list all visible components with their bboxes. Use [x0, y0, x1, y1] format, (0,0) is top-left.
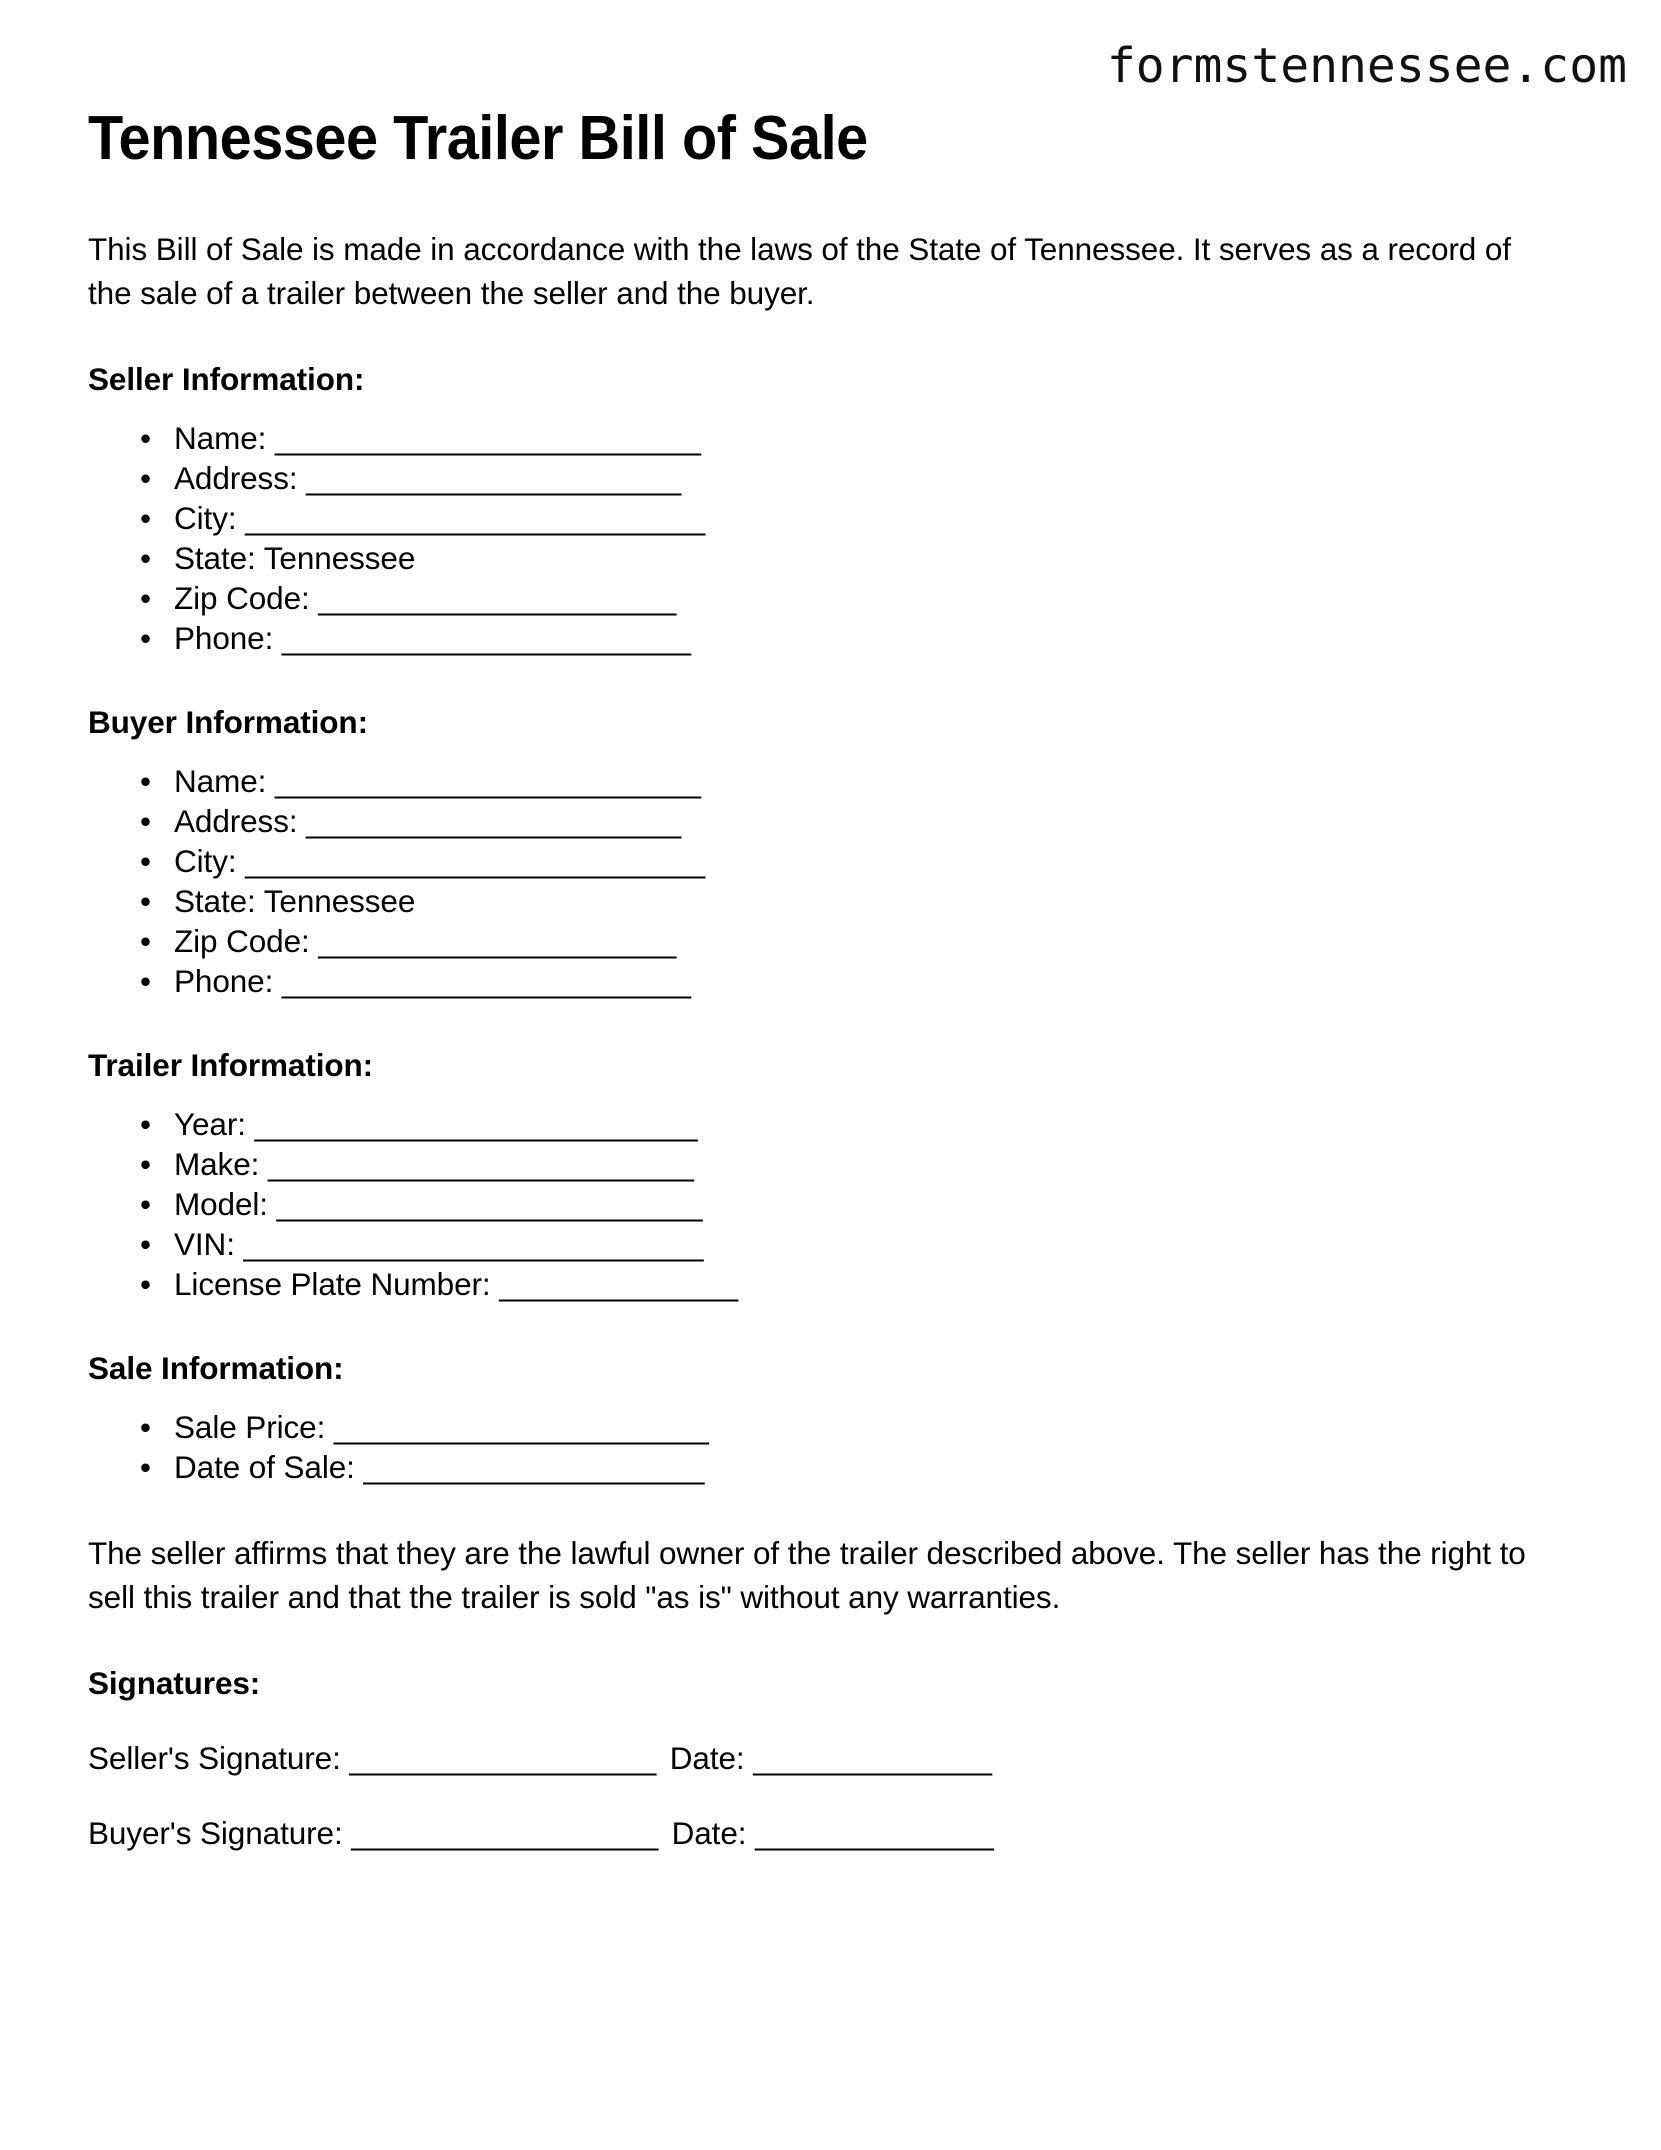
signatures-heading: Signatures:: [88, 1665, 261, 1702]
field-blank[interactable]: ____________________: [363, 1449, 704, 1486]
seller-fields-list: [88, 418, 1588, 658]
buyer-date-label: Date:: [671, 1815, 747, 1852]
bullet-icon: •: [140, 540, 151, 577]
bullet-icon: •: [140, 843, 151, 880]
field-label: Sale Price:: [174, 1409, 326, 1446]
bullet-icon: •: [140, 1409, 151, 1446]
field-label: State: Tennessee: [174, 540, 416, 577]
field-blank[interactable]: _________________________: [274, 420, 701, 457]
field-label: License Plate Number:: [174, 1266, 491, 1303]
buyer-signature-blank[interactable]: __________________: [351, 1815, 658, 1852]
field-blank[interactable]: _________________________: [274, 763, 701, 800]
field-blank[interactable]: ________________________: [281, 963, 691, 1000]
page-title: Tennessee Trailer Bill of Sale: [88, 104, 868, 173]
seller-date-label: Date:: [669, 1740, 745, 1777]
buyer-information-heading: Buyer Information:: [88, 704, 368, 741]
seller-signature-label: Seller's Signature:: [88, 1740, 341, 1777]
bullet-icon: •: [140, 1226, 151, 1263]
list-item: [140, 841, 1588, 881]
field-label: Date of Sale:: [174, 1449, 355, 1486]
bullet-icon: •: [140, 1186, 151, 1223]
field-label: VIN:: [174, 1226, 235, 1263]
field-label: City:: [174, 500, 237, 537]
document-content: [88, 0, 1588, 1854]
bullet-icon: •: [140, 1266, 151, 1303]
affirmation-paragraph: The seller affirms that they are the lawful owner of the trailer described above. The seller has the right to sell this trailer and that the trailer is sold "as is" without any warranties.: [88, 1535, 1526, 1616]
buyer-fields-list: [88, 761, 1588, 1001]
signature-block: [88, 1738, 1588, 1854]
list-item: [140, 1264, 1588, 1304]
field-blank[interactable]: ________________________: [281, 620, 691, 657]
list-item: [140, 538, 1588, 578]
field-blank[interactable]: ___________________________: [245, 500, 705, 537]
field-label: Name:: [174, 763, 267, 800]
bullet-icon: •: [140, 963, 151, 1000]
list-item: [140, 418, 1588, 458]
buyer-date-blank[interactable]: ______________: [755, 1815, 994, 1852]
bullet-icon: •: [140, 460, 151, 497]
trailer-fields-list: [88, 1104, 1588, 1304]
list-item: [140, 761, 1588, 801]
field-label: Address:: [174, 803, 298, 840]
buyer-signature-label: Buyer's Signature:: [88, 1815, 343, 1852]
field-label: Phone:: [174, 620, 274, 657]
bullet-icon: •: [140, 923, 151, 960]
list-item: [140, 498, 1588, 538]
field-blank[interactable]: _________________________: [276, 1186, 703, 1223]
field-blank[interactable]: ______________: [499, 1266, 738, 1303]
list-item: [140, 801, 1588, 841]
field-label: Address:: [174, 460, 298, 497]
field-blank[interactable]: _____________________: [318, 923, 676, 960]
list-item: [140, 458, 1588, 498]
field-label: Make:: [174, 1146, 260, 1183]
field-label: State: Tennessee: [174, 883, 416, 920]
bullet-icon: •: [140, 1146, 151, 1183]
list-item: [140, 1224, 1588, 1264]
buyer-signature-line: [88, 1813, 1588, 1854]
list-item: [140, 1184, 1588, 1224]
seller-date-blank[interactable]: ______________: [753, 1740, 992, 1777]
list-item: [140, 1144, 1588, 1184]
site-watermark: formstennessee.com: [1106, 38, 1627, 94]
bullet-icon: •: [140, 763, 151, 800]
bullet-icon: •: [140, 803, 151, 840]
seller-information-heading: Seller Information:: [88, 361, 365, 398]
sale-information-heading: Sale Information:: [88, 1350, 344, 1387]
seller-signature-line: [88, 1738, 1588, 1779]
bullet-icon: •: [140, 1449, 151, 1486]
field-label: Model:: [174, 1186, 268, 1223]
sale-fields-list: [88, 1407, 1588, 1487]
field-label: Zip Code:: [174, 923, 310, 960]
bullet-icon: •: [140, 1106, 151, 1143]
bullet-icon: •: [140, 500, 151, 537]
field-blank[interactable]: _____________________: [318, 580, 676, 617]
list-item: [140, 1407, 1588, 1447]
list-item: [140, 921, 1588, 961]
list-item: [140, 578, 1588, 618]
field-label: Zip Code:: [174, 580, 310, 617]
field-label: Year:: [174, 1106, 246, 1143]
field-blank[interactable]: __________________________: [254, 1106, 698, 1143]
field-blank[interactable]: ______________________: [306, 460, 681, 497]
list-item: [140, 1104, 1588, 1144]
field-label: Name:: [174, 420, 267, 457]
field-blank[interactable]: _________________________: [267, 1146, 694, 1183]
field-blank[interactable]: ______________________: [306, 803, 681, 840]
list-item: [140, 961, 1588, 1001]
seller-signature-blank[interactable]: __________________: [349, 1740, 656, 1777]
field-label: City:: [174, 843, 237, 880]
intro-paragraph: This Bill of Sale is made in accordance with the laws of the State of Tennessee. It serves as a record of the sale of a trailer between the seller and the buyer.: [88, 231, 1511, 312]
field-blank[interactable]: ___________________________: [243, 1226, 704, 1263]
list-item: [140, 618, 1588, 658]
bullet-icon: •: [140, 620, 151, 657]
list-item: [140, 1447, 1588, 1487]
bullet-icon: •: [140, 883, 151, 920]
field-blank[interactable]: ______________________: [333, 1409, 709, 1446]
bullet-icon: •: [140, 420, 151, 457]
field-label: Phone:: [174, 963, 274, 1000]
bullet-icon: •: [140, 580, 151, 617]
field-blank[interactable]: ___________________________: [245, 843, 705, 880]
list-item: [140, 881, 1588, 921]
trailer-information-heading: Trailer Information:: [88, 1047, 374, 1084]
